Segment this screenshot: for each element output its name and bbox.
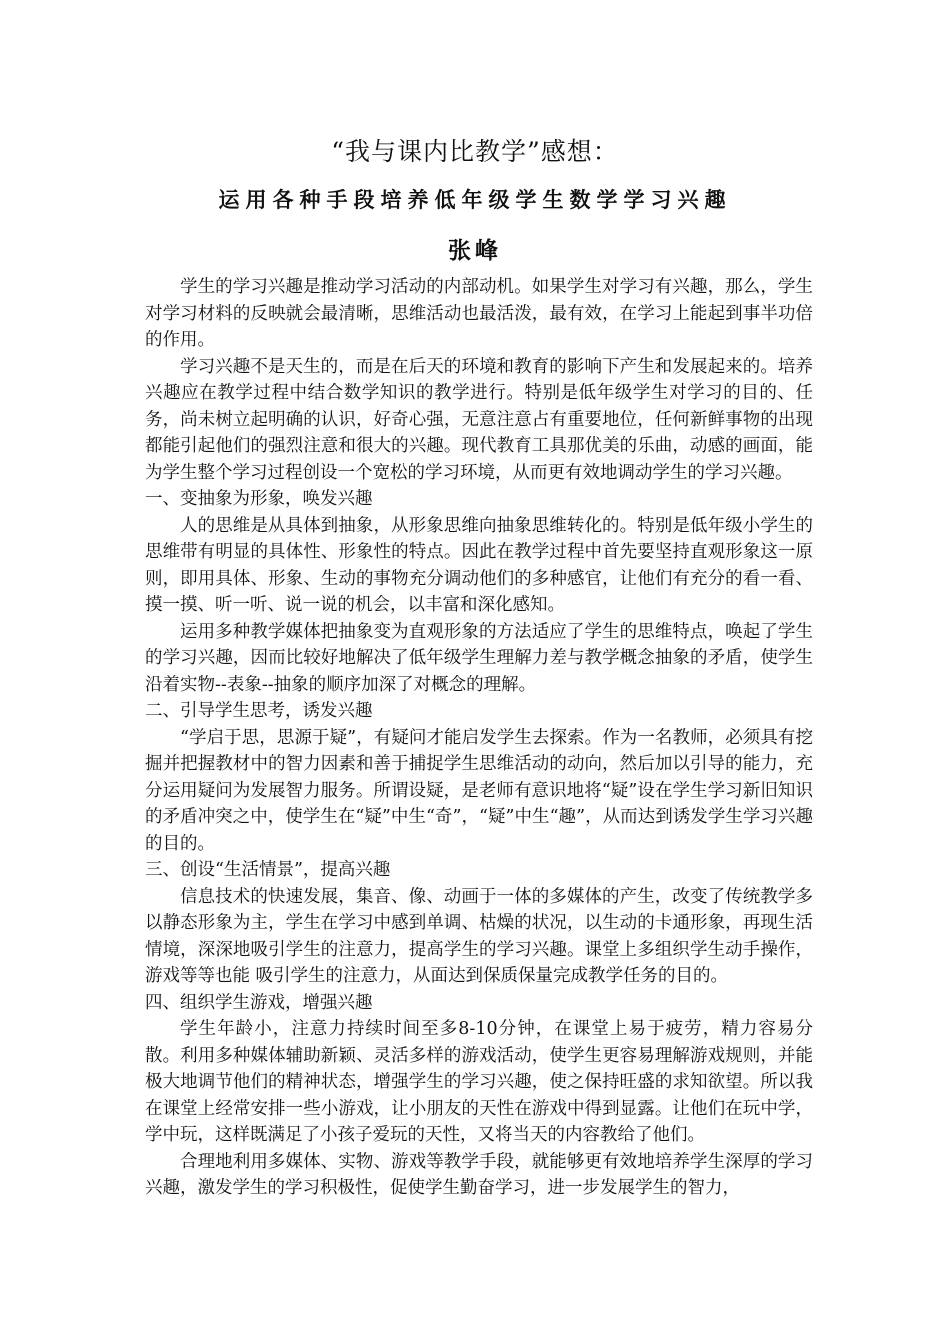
body-paragraph: 学习兴趣不是天生的，而是在后天的环境和教育的影响下产生和发展起来的。培养兴趣应在教学过程中结合数学知识的教学进行。特别是低年级学生对学习的目的、任务，尚未树立起明确的认识，好奇心强，无意注意占有重要地位，任何新鲜事物的出现都能引起他们的强烈注意和很大的兴趣。现代教育工具那优美的乐曲，动感的画面，能为学生整个学习过程创设一个宽松的学习环境，从而更有效地调动学生的学习兴趣。 [145, 356, 813, 483]
document-author: 张峰 [448, 237, 502, 264]
section-heading: 一、变抽象为形象，唤发兴趣 [145, 489, 373, 509]
body-paragraph: 学生年龄小，注意力持续时间至多8-10分钟，在课堂上易于疲劳，精力容易分散。利用多种媒体辅助新颖、灵活多样的游戏活动，使学生更容易理解游戏规则，并能极大地调节他们的精神状态，增强学生的学习兴趣，使之保持旺盛的求知欲望。所以我在课堂上经常安排一些小游戏，让小朋友的天性在游戏中得到显露。让他们在玩中学，学中玩，这样既满足了小孩子爱玩的天性，又将当天的内容教给了他们。 [145, 1019, 813, 1145]
body-paragraph: 信息技术的快速发展，集音、像、动画于一体的多媒体的产生，改变了传统教学多以静态形象为主，学生在学习中感到单调、枯燥的状况，以生动的卡通形象，再现生活情境，深深地吸引学生的注意力，提高学生的学习兴趣。课堂上多组织学生动手操作，游戏等等也能 吸引学生的注意力，从面达到保质保量完成教学任务的目的。 [145, 886, 813, 986]
body-paragraph: 运用多种教学媒体把抽象变为直观形象的方法适应了学生的思维特点，唤起了学生的学习兴趣，因而比较好地解决了低年级学生理解力差与教学概念抽象的矛盾，使学生沿着实物--表象--抽象的顺序加深了对概念的理解。 [145, 621, 813, 695]
section-heading: 三、创设“生活情景”，提高兴趣 [145, 860, 391, 880]
section-heading: 二、引导学生思考，诱发兴趣 [145, 701, 373, 721]
body-paragraph: 人的思维是从具体到抽象，从形象思维向抽象思维转化的。特别是低年级小学生的思维带有明显的具体性、形象性的特点。因此在教学过程中首先要坚持直观形象这一原则，即用具体、形象、生动的事物充分调动他们的多种感官，让他们有充分的看一看、摸一摸、听一听、说一说的机会，以丰富和深化感知。 [145, 515, 813, 615]
body-paragraph: 学生的学习兴趣是推动学习活动的内部动机。如果学生对学习有兴趣，那么，学生对学习材料的反映就会最清晰，思维活动也最活泼，最有效，在学习上能起到事半功倍的作用。 [145, 277, 813, 350]
document-title: “我与课内比教学”感想： [331, 137, 619, 166]
body-paragraph: 合理地利用多媒体、实物、游戏等教学手段，就能够更有效地培养学生深厚的学习兴趣，激发学生的学习积极性，促使学生勤奋学习，进一步发展学生的智力， [145, 1151, 813, 1198]
body-paragraph: “学启于思，思源于疑”，有疑问才能启发学生去探索。作为一名教师，必须具有挖掘并把握教材中的智力因素和善于捕捉学生思维活动的动向，然后加以引导的能力，充分运用疑问为发展智力服务。所谓设疑，是老师有意识地将“疑”设在学生学习新旧知识的矛盾冲突之中，使学生在“疑”中生“奇”，“疑”中生“趣”，从而达到诱发学生学习兴趣的目的。 [145, 727, 813, 854]
document-body [145, 274, 813, 1202]
document-subtitle: 运用各种手段培养低年级学生数学学习兴趣 [218, 187, 732, 212]
section-heading: 四、组织学生游戏，增强兴趣 [145, 992, 373, 1013]
